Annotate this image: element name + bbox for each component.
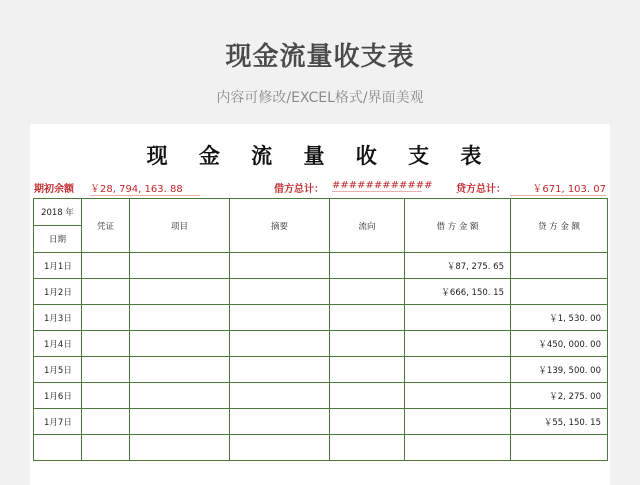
item-cell[interactable] bbox=[130, 357, 230, 383]
item-cell[interactable] bbox=[130, 435, 230, 461]
voucher-cell[interactable] bbox=[82, 331, 130, 357]
credit-cell[interactable]: ￥139, 500. 00 bbox=[511, 357, 608, 383]
voucher-cell[interactable] bbox=[82, 383, 130, 409]
table-row bbox=[34, 253, 608, 279]
page-subtitle: 内容可修改/EXCEL格式/界面美观 bbox=[216, 90, 424, 106]
item-cell[interactable] bbox=[130, 383, 230, 409]
spreadsheet-preview bbox=[30, 124, 610, 485]
summary-cell[interactable] bbox=[230, 383, 330, 409]
credit-cell[interactable]: ￥2, 275. 00 bbox=[511, 383, 608, 409]
debit-cell[interactable] bbox=[405, 383, 511, 409]
flow-cell[interactable] bbox=[330, 357, 405, 383]
debit-total-value: ############ bbox=[332, 180, 433, 191]
voucher-cell[interactable] bbox=[82, 435, 130, 461]
voucher-cell[interactable] bbox=[82, 305, 130, 331]
flow-cell[interactable] bbox=[330, 435, 405, 461]
credit-cell[interactable] bbox=[511, 279, 608, 305]
credit-cell[interactable]: ￥1, 530. 00 bbox=[511, 305, 608, 331]
flow-cell[interactable] bbox=[330, 331, 405, 357]
debit-cell[interactable]: ￥87, 275. 65 bbox=[405, 253, 511, 279]
summary-cell[interactable] bbox=[230, 305, 330, 331]
flow-cell[interactable] bbox=[330, 383, 405, 409]
debit-cell[interactable] bbox=[405, 409, 511, 435]
item-cell[interactable] bbox=[130, 331, 230, 357]
summary-cell[interactable] bbox=[230, 357, 330, 383]
credit-total-value: ￥671, 103. 07 bbox=[510, 180, 606, 196]
table-row bbox=[34, 305, 608, 331]
table-row bbox=[34, 331, 608, 357]
debit-cell[interactable] bbox=[405, 435, 511, 461]
voucher-cell[interactable] bbox=[82, 253, 130, 279]
date-cell[interactable]: 1月5日 bbox=[34, 357, 82, 383]
item-cell[interactable] bbox=[130, 253, 230, 279]
date-cell[interactable]: 1月1日 bbox=[34, 253, 82, 279]
flow-cell[interactable] bbox=[330, 279, 405, 305]
opening-balance-value: ￥28, 794, 163. 88 bbox=[90, 180, 200, 196]
item-cell[interactable] bbox=[130, 279, 230, 305]
item-cell[interactable] bbox=[130, 305, 230, 331]
date-cell[interactable] bbox=[34, 435, 82, 461]
flow-header: 流向 bbox=[330, 199, 405, 253]
flow-cell[interactable] bbox=[330, 409, 405, 435]
table-row bbox=[34, 435, 608, 461]
debit-total-label: 借方总计： bbox=[274, 184, 324, 195]
credit-cell[interactable] bbox=[511, 435, 608, 461]
summary-header: 摘要 bbox=[230, 199, 330, 253]
debit-cell[interactable] bbox=[405, 357, 511, 383]
item-cell[interactable] bbox=[130, 409, 230, 435]
voucher-cell[interactable] bbox=[82, 409, 130, 435]
summary-cell[interactable] bbox=[230, 409, 330, 435]
voucher-cell[interactable] bbox=[82, 279, 130, 305]
voucher-cell[interactable] bbox=[82, 357, 130, 383]
date-cell[interactable]: 1月4日 bbox=[34, 331, 82, 357]
debit-cell[interactable] bbox=[405, 305, 511, 331]
credit-cell[interactable]: ￥55, 150. 15 bbox=[511, 409, 608, 435]
item-header: 项目 bbox=[130, 199, 230, 253]
debit-cell[interactable]: ￥666, 150. 15 bbox=[405, 279, 511, 305]
flow-cell[interactable] bbox=[330, 305, 405, 331]
table-row bbox=[34, 279, 608, 305]
table-row bbox=[34, 409, 608, 435]
credit-cell[interactable]: ￥450, 000. 00 bbox=[511, 331, 608, 357]
table-row bbox=[34, 383, 608, 409]
date-header: 日期 bbox=[34, 226, 82, 253]
sheet-title: 现 金 流 量 收 支 表 bbox=[146, 144, 494, 168]
opening-balance-label: 期初余额 bbox=[34, 184, 74, 195]
year-header: 2018 年 bbox=[34, 199, 82, 226]
credit-total-label: 贷方总计： bbox=[456, 184, 506, 195]
credit-header: 贷 方 金 额 bbox=[511, 199, 608, 253]
date-cell[interactable]: 1月7日 bbox=[34, 409, 82, 435]
debit-header: 借 方 金 额 bbox=[405, 199, 511, 253]
summary-cell[interactable] bbox=[230, 253, 330, 279]
cashflow-table bbox=[33, 198, 608, 461]
summary-cell[interactable] bbox=[230, 435, 330, 461]
date-cell[interactable]: 1月2日 bbox=[34, 279, 82, 305]
credit-cell[interactable] bbox=[511, 253, 608, 279]
date-cell[interactable]: 1月3日 bbox=[34, 305, 82, 331]
summary-bar bbox=[30, 180, 610, 196]
page-title: 现金流量收支表 bbox=[225, 42, 415, 72]
flow-cell[interactable] bbox=[330, 253, 405, 279]
debit-cell[interactable] bbox=[405, 331, 511, 357]
table-row bbox=[34, 357, 608, 383]
date-cell[interactable]: 1月6日 bbox=[34, 383, 82, 409]
voucher-header: 凭证 bbox=[82, 199, 130, 253]
summary-cell[interactable] bbox=[230, 331, 330, 357]
summary-cell[interactable] bbox=[230, 279, 330, 305]
